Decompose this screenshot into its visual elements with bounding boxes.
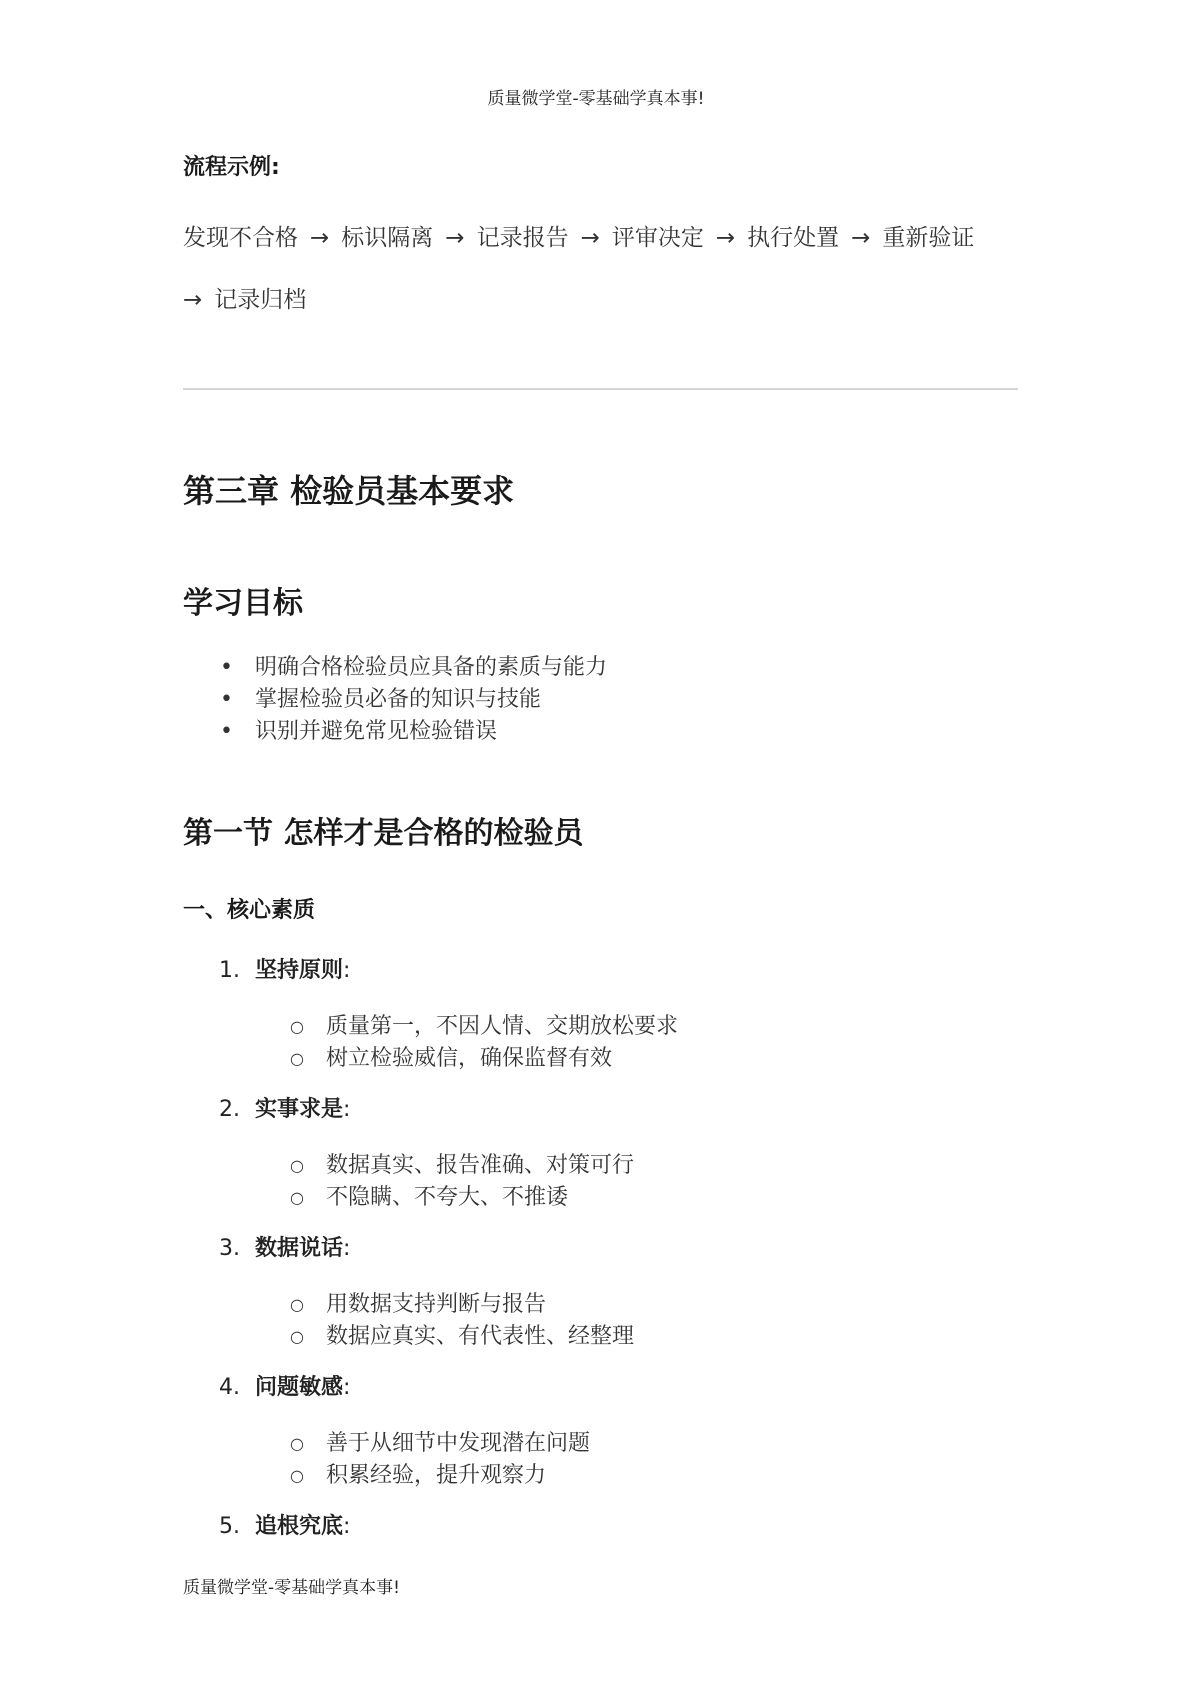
bullet-icon: •: [220, 687, 233, 712]
list-item-text: 识别并避免常见检验错误: [255, 719, 498, 744]
list-item-text: 积累经验，提升观察力: [326, 1463, 547, 1488]
numbered-item: [219, 1231, 350, 1262]
list-item-text: 用数据支持判断与报告: [326, 1292, 547, 1317]
circle-bullet-icon: ○: [290, 1434, 304, 1453]
list-item: [290, 1011, 678, 1043]
flow-step: 发现不合格: [183, 225, 298, 251]
objectives-list: [220, 652, 607, 748]
sub-list: [290, 1289, 634, 1353]
numbered-item: [219, 1509, 350, 1540]
item-colon: :: [343, 958, 351, 983]
numbered-item: [219, 953, 350, 984]
sub-list: [290, 1428, 590, 1492]
list-item: [290, 1321, 634, 1353]
circle-bullet-icon: ○: [290, 1466, 304, 1485]
chapter-title: 第三章 检验员基本要求: [183, 472, 515, 510]
list-item-text: 数据应真实、有代表性、经整理: [326, 1324, 635, 1349]
flow-label-colon: :: [271, 155, 280, 180]
item-colon: :: [343, 1514, 351, 1539]
numbered-item: [219, 1092, 350, 1123]
item-colon: :: [343, 1097, 351, 1122]
flow-step: 记录归档: [214, 287, 307, 313]
item-title: 问题敏感: [255, 1375, 344, 1400]
flow-line-1: [183, 219, 974, 252]
flow-step: 执行处置: [747, 225, 840, 251]
page-header: 质量微学堂-零基础学真本事!: [487, 89, 705, 109]
arrow-icon: →: [851, 225, 871, 251]
item-title: 追根究底: [255, 1514, 344, 1539]
sub-list: [290, 1011, 678, 1075]
list-item: [290, 1043, 678, 1075]
flow-label: [183, 150, 280, 181]
item-title: 坚持原则: [255, 958, 344, 983]
arrow-icon: →: [580, 225, 600, 251]
page-footer: 质量微学堂-零基础学真本事!: [183, 1578, 400, 1598]
bullet-icon: •: [220, 655, 233, 680]
section-title: 第一节 怎样才是合格的检验员: [183, 816, 584, 851]
list-item-text: 树立检验威信，确保监督有效: [326, 1046, 613, 1071]
horizontal-divider: [183, 388, 1018, 390]
flow-step: 重新验证: [882, 225, 975, 251]
flow-step: 记录报告: [476, 225, 569, 251]
list-item: [220, 652, 607, 684]
circle-bullet-icon: ○: [290, 1295, 304, 1314]
numbered-item: [219, 1370, 350, 1401]
circle-bullet-icon: ○: [290, 1156, 304, 1175]
circle-bullet-icon: ○: [290, 1049, 304, 1068]
item-colon: :: [343, 1375, 351, 1400]
list-item-text: 数据真实、报告准确、对策可行: [326, 1153, 635, 1178]
flow-step: 标识隔离: [341, 225, 434, 251]
list-item: [290, 1428, 590, 1460]
item-number: 4.: [219, 1375, 240, 1400]
circle-bullet-icon: ○: [290, 1327, 304, 1346]
list-item: [220, 716, 607, 748]
item-title: 实事求是: [255, 1097, 344, 1122]
list-item-text: 明确合格检验员应具备的素质与能力: [255, 655, 608, 680]
item-number: 1.: [219, 958, 240, 983]
list-item: [290, 1289, 634, 1321]
item-number: 2.: [219, 1097, 240, 1122]
item-number: 3.: [219, 1236, 240, 1261]
flow-line-2: [183, 281, 306, 314]
list-item-text: 掌握检验员必备的知识与技能: [255, 687, 542, 712]
bullet-icon: •: [220, 719, 233, 744]
arrow-icon: →: [445, 225, 465, 251]
list-item: [290, 1150, 634, 1182]
arrow-icon: →: [310, 225, 330, 251]
flow-label-text: 流程示例: [183, 155, 272, 180]
sub-list: [290, 1150, 634, 1214]
arrow-icon: →: [715, 225, 736, 251]
circle-bullet-icon: ○: [290, 1188, 304, 1207]
item-title: 数据说话: [255, 1236, 344, 1261]
list-item-text: 质量第一，不因人情、交期放松要求: [326, 1014, 679, 1039]
list-item: [290, 1182, 634, 1214]
core-heading: 一、核心素质: [183, 898, 316, 923]
arrow-icon: →: [183, 287, 203, 313]
flow-step: 评审决定: [611, 225, 704, 251]
item-colon: :: [343, 1236, 351, 1261]
item-number: 5.: [219, 1514, 240, 1539]
list-item-text: 善于从细节中发现潜在问题: [326, 1431, 591, 1456]
list-item: [290, 1460, 590, 1492]
circle-bullet-icon: ○: [290, 1017, 304, 1036]
list-item-text: 不隐瞒、不夸大、不推诿: [326, 1185, 569, 1210]
objectives-heading: 学习目标: [183, 586, 303, 621]
list-item: [220, 684, 607, 716]
